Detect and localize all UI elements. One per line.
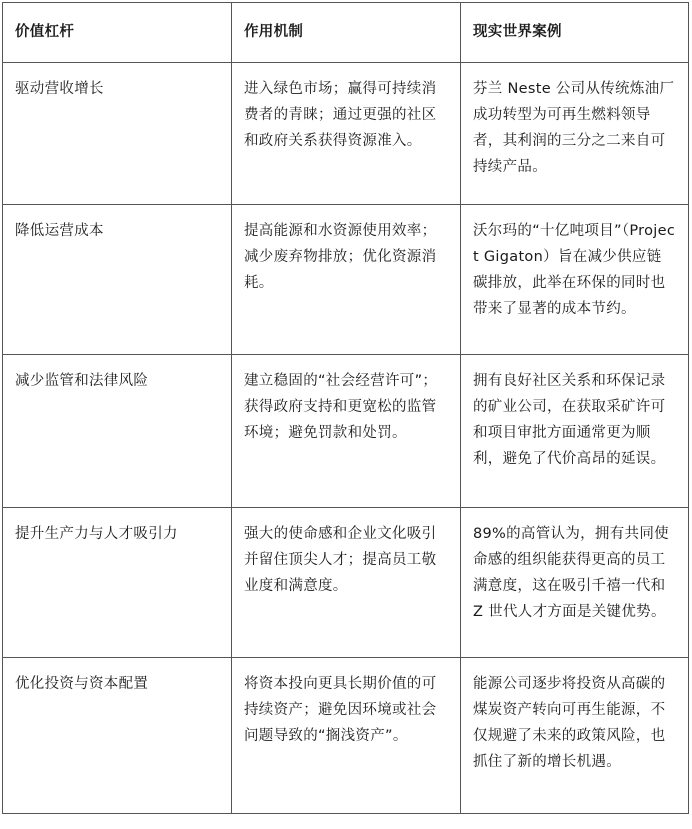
case-cell: 能源公司逐步将投资从高碳的煤炭资产转向可再生能源，不仅规避了未来的政策风险，也抓住了新的增长机遇。 xyxy=(461,658,689,814)
case-cell: 拥有良好社区关系和环保记录的矿业公司，在获取采矿许可和项目审批方面通常更为顺利，避免了代价高昂的延误。 xyxy=(461,355,689,508)
header-value-lever: 价值杠杆 xyxy=(3,3,232,63)
lever-cell: 提升生产力与人才吸引力 xyxy=(3,508,232,658)
value-lever-table xyxy=(2,2,689,814)
table-header-row xyxy=(3,3,689,63)
case-cell: 89%的高管认为，拥有共同使命感的组织能获得更高的员工满意度，这在吸引千禧一代和 Z 世代人才方面是关键优势。 xyxy=(461,508,689,658)
table-row xyxy=(3,355,689,508)
mechanism-cell: 建立稳固的“社会经营许可”；获得政府支持和更宽松的监管环境；避免罚款和处罚。 xyxy=(232,355,461,508)
mechanism-cell: 进入绿色市场；赢得可持续消费者的青睐；通过更强的社区和政府关系获得资源准入。 xyxy=(232,63,461,205)
mechanism-cell: 强大的使命感和企业文化吸引并留住顶尖人才；提高员工敬业度和满意度。 xyxy=(232,508,461,658)
table-row xyxy=(3,205,689,355)
mechanism-cell: 将资本投向更具长期价值的可持续资产；避免因环境或社会问题导致的“搁浅资产”。 xyxy=(232,658,461,814)
table-row xyxy=(3,508,689,658)
lever-cell: 优化投资与资本配置 xyxy=(3,658,232,814)
case-cell: 沃尔玛的“十亿吨项目”（Project Gigaton）旨在减少供应链碳排放，此举在环保的同时也带来了显著的成本节约。 xyxy=(461,205,689,355)
lever-cell: 降低运营成本 xyxy=(3,205,232,355)
header-mechanism: 作用机制 xyxy=(232,3,461,63)
table-row xyxy=(3,63,689,205)
lever-cell: 减少监管和法律风险 xyxy=(3,355,232,508)
case-cell: 芬兰 Neste 公司从传统炼油厂成功转型为可再生燃料领导者，其利润的三分之二来自可持续产品。 xyxy=(461,63,689,205)
table-row xyxy=(3,658,689,814)
mechanism-cell: 提高能源和水资源使用效率；减少废弃物排放；优化资源消耗。 xyxy=(232,205,461,355)
lever-cell: 驱动营收增长 xyxy=(3,63,232,205)
header-real-world-case: 现实世界案例 xyxy=(461,3,689,63)
